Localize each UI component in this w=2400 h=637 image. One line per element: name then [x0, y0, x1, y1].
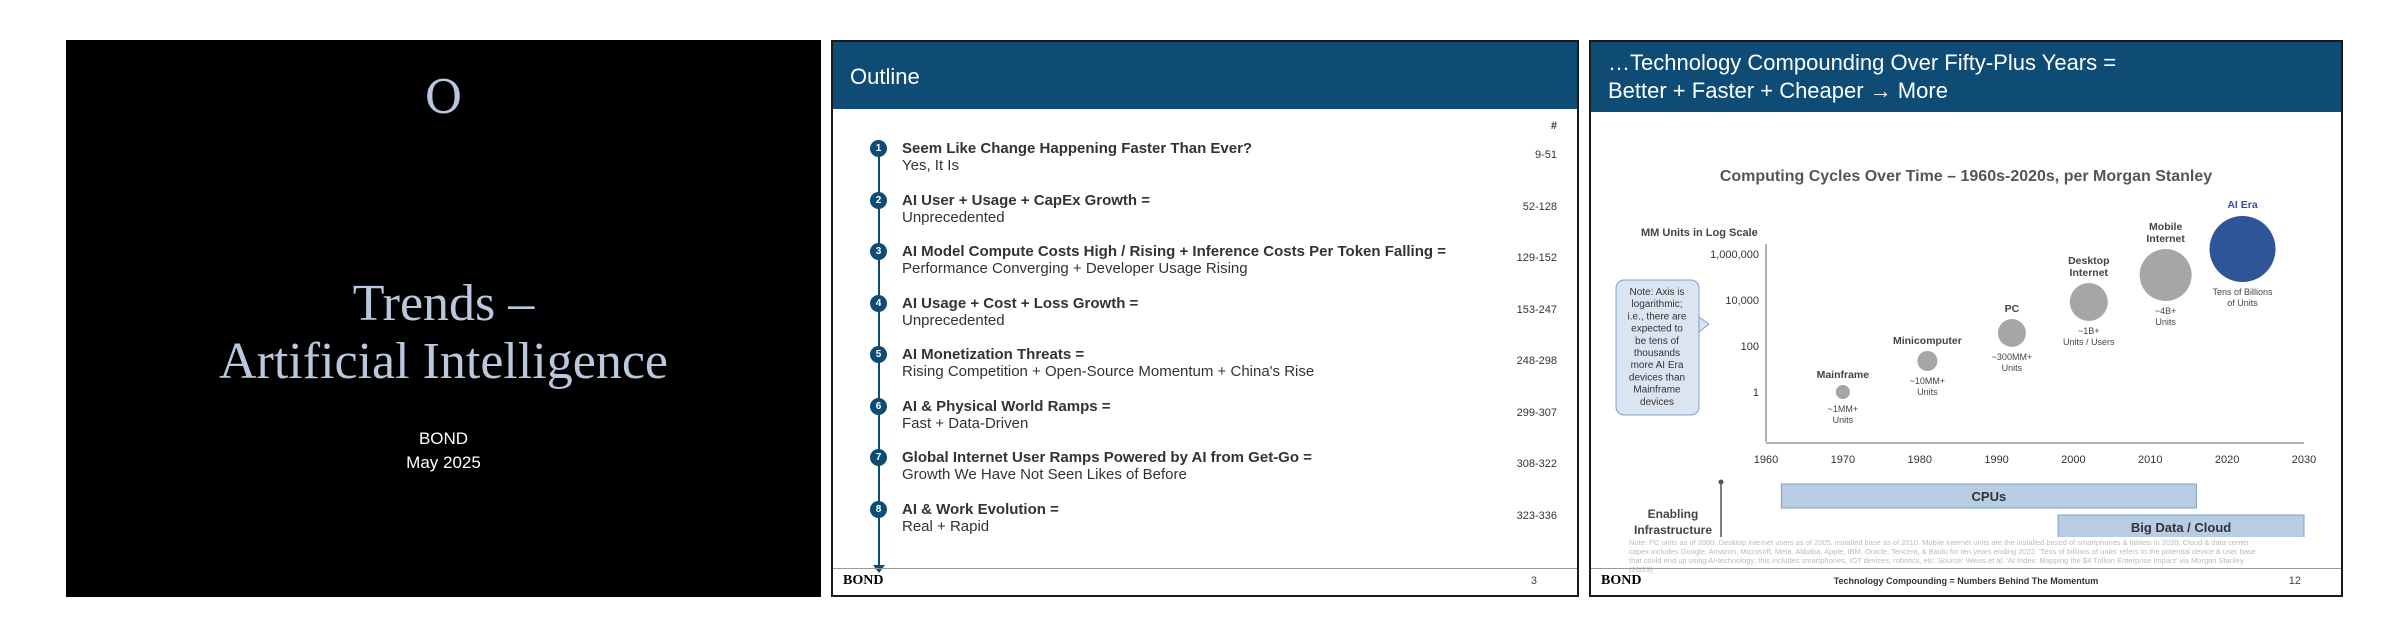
- x-tick-label: 2030: [2291, 454, 2317, 466]
- page-column-header: #: [1550, 120, 1557, 132]
- y-axis-label: MM Units in Log Scale: [1641, 227, 1758, 239]
- x-tick-label: 2000: [2061, 454, 2086, 466]
- axis-note-line: Mainframe: [1633, 384, 1681, 396]
- slide-date: May 2025: [406, 453, 481, 472]
- outline-item-subtitle: Fast + Data-Driven: [902, 414, 1029, 432]
- title-slide[interactable]: [66, 40, 821, 597]
- bubble-name-label: AI Era: [2227, 199, 2258, 211]
- footer-caption: Technology Compounding = Numbers Behind The Momentum: [1833, 576, 2099, 586]
- bubble-ai-era: [2210, 216, 2276, 282]
- outline-item-pages: 299-307: [1516, 406, 1557, 419]
- outline-number-badge: 3: [870, 243, 887, 260]
- outline-item: [833, 501, 1577, 549]
- outline-item-title: AI Usage + Cost + Loss Growth =: [902, 294, 1139, 312]
- outline-item-subtitle: Yes, It Is: [902, 157, 959, 174]
- bubble-units-label: Units / Users: [2063, 337, 2115, 347]
- outline-item: [833, 192, 1577, 240]
- axis-note-line: devices: [1640, 396, 1674, 408]
- slide-footer: [833, 568, 1577, 595]
- footer-brand: BOND: [1601, 573, 1642, 588]
- bubble-units-label: Units: [2155, 317, 2176, 327]
- axis-note-line: expected to: [1631, 323, 1683, 335]
- outline-item: [833, 346, 1577, 394]
- outline-item-title: AI User + Usage + CapEx Growth =: [902, 191, 1151, 209]
- axis-note-line: be tens of: [1635, 335, 1679, 347]
- outline-item-subtitle: Growth We Have Not Seen Likes of Before: [902, 466, 1187, 483]
- outline-item-subtitle: Rising Competition + Open-Source Momentum + China's Rise: [902, 363, 1315, 380]
- slide-footer: [1591, 568, 2341, 595]
- outline-number-badge: 5: [870, 346, 887, 363]
- header-line-2: Better + Faster + Cheaper → More: [1608, 78, 1948, 103]
- outline-number-badge: 7: [870, 449, 887, 466]
- y-tick-label: 1,000,000: [1710, 249, 1759, 261]
- outline-item-pages: 153-247: [1516, 303, 1557, 316]
- slide-header: [1591, 42, 2341, 112]
- y-tick-label: 1: [1752, 387, 1759, 399]
- infra-bar-label: Big Data / Cloud: [2130, 520, 2232, 535]
- footnote: Note: PC units as of 2000. Desktop internet users as of 2005, installed base as of 2010. Mobile internet units are the installed based of smartphones & tablets in 2020. Cloud & data center capex includes Google, Amazon, Microsoft, Meta, Alibaba, Apple, IBM, Oracle, Tencent, & Baidu for ten years ending 2022. 'Tens of billions of units' refers to the potential device & user base that could end up using AI-technology; this includes smartphones, IOT devices, robotics, etc. Source: Weiss et al. 'AI Index: Mapping the $4 Trillion Enterprise Impact' via Morgan Stanley (10/23): [1629, 538, 2256, 574]
- bubble-units-label: ~4B+: [2154, 306, 2177, 316]
- axis-note-line: devices than: [1628, 372, 1686, 384]
- bubble-name-label: Mainframe: [1816, 369, 1870, 381]
- x-tick-label: 2010: [2138, 454, 2163, 466]
- infra-bar-label: CPUs: [1971, 489, 2007, 504]
- outline-number-badge: 4: [870, 295, 887, 312]
- outline-item-pages: 308-322: [1516, 458, 1557, 470]
- infra-bracket-dot-top: [1719, 480, 1724, 485]
- title-line-2: Artificial Intelligence: [218, 333, 668, 390]
- bubble-name-label: Desktop: [2068, 255, 2110, 267]
- bubble-mobile-internet: [2140, 249, 2192, 301]
- outline-item-title: AI Monetization Threats =: [902, 346, 1085, 363]
- slide-header: [833, 42, 1577, 109]
- outline-item: [833, 243, 1577, 291]
- y-tick-label: 10,000: [1725, 295, 1759, 307]
- outline-item-title: Seem Like Change Happening Faster Than Ever?: [902, 140, 1253, 157]
- title-line-1: Trends –: [352, 275, 535, 332]
- bubble-minicomputer: [1917, 351, 1937, 371]
- outline-number-badge: 6: [870, 398, 887, 415]
- page-number: 3: [1530, 575, 1537, 587]
- bubble-name-label: Internet: [2069, 267, 2109, 279]
- bubble-desktop-internet: [2070, 283, 2108, 321]
- bubble-units-label: ~1B+: [2078, 326, 2100, 336]
- bubble-units-label: Tens of Billions: [2212, 287, 2273, 297]
- x-tick-label: 2020: [2214, 454, 2240, 466]
- bubble-name-label: PC: [2004, 303, 2020, 315]
- axis-note-line: more AI Era: [1630, 360, 1684, 372]
- outline-item: [833, 295, 1577, 343]
- bubble-units-label: ~300MM+: [1991, 352, 2033, 362]
- bubble-units-label: Units: [1832, 415, 1854, 425]
- enabling-infrastructure-label: Enabling: [1647, 507, 1699, 521]
- outline-item-subtitle: Performance Converging + Developer Usage Rising: [902, 260, 1248, 277]
- outline-number-badge: 1: [870, 140, 887, 157]
- outline-item-subtitle: Unprecedented: [902, 311, 1005, 329]
- outline-item: [833, 398, 1577, 446]
- bubble-name-label: Mobile: [2149, 221, 2183, 233]
- outline-item-subtitle: Real + Rapid: [902, 517, 990, 535]
- bubble-units-label: of Units: [2227, 298, 2258, 308]
- outline-item: [833, 449, 1577, 497]
- enabling-infrastructure-label: Infrastructure: [1633, 523, 1713, 537]
- bubble-units-label: ~1MM+: [1827, 404, 1859, 414]
- axis-note-line: Note: Axis is: [1629, 287, 1685, 298]
- page-number: 12: [2288, 575, 2301, 587]
- bubble-name-label: Internet: [2146, 233, 2185, 245]
- outline-item-pages: 323-336: [1516, 509, 1557, 522]
- x-tick-label: 1970: [1830, 454, 1856, 466]
- outline-item-subtitle: Unprecedented: [902, 208, 1005, 226]
- axis-note-line: logarithmic;: [1631, 299, 1683, 311]
- technology-compounding-slide[interactable]: [1589, 40, 2343, 597]
- outline-item: [833, 140, 1577, 188]
- x-tick-label: 1990: [1984, 454, 2009, 466]
- outline-item-title: AI & Physical World Ramps =: [902, 397, 1111, 415]
- callout-pointer-icon: [1699, 317, 1709, 332]
- outline-item-pages: 129-152: [1516, 252, 1557, 264]
- firm-name: BOND: [418, 429, 469, 448]
- outline-slide[interactable]: [831, 40, 1579, 597]
- x-tick-label: 1980: [1907, 454, 1932, 466]
- outline-item-pages: 9-51: [1534, 149, 1557, 161]
- bubble-units-label: Units: [1917, 387, 1938, 397]
- header-line-1: …Technology Compounding Over Fifty-Plus Years =: [1608, 50, 2117, 75]
- outline-number-badge: 2: [870, 192, 887, 209]
- bubble-units-label: ~10MM+: [1909, 376, 1946, 386]
- outline-item-title: AI Model Compute Costs High / Rising + Inference Costs Per Token Falling =: [902, 243, 1446, 260]
- outline-item-pages: 52-128: [1522, 200, 1557, 213]
- bubble-pc: [1998, 319, 2026, 347]
- footer-brand: BOND: [843, 573, 884, 588]
- bond-logo-mark: O: [424, 70, 463, 124]
- header-title: Outline: [850, 64, 920, 89]
- outline-item-title: AI & Work Evolution =: [902, 500, 1059, 518]
- bubble-name-label: Minicomputer: [1892, 335, 1962, 347]
- bubble-units-label: Units: [2001, 363, 2023, 373]
- slide-title: [66, 275, 821, 391]
- bubble-mainframe: [1836, 385, 1850, 399]
- outline-number-badge: 8: [870, 501, 887, 518]
- outline-item-title: Global Internet User Ramps Powered by AI from Get-Go =: [902, 449, 1312, 466]
- outline-item-pages: 248-298: [1516, 355, 1557, 367]
- y-tick-label: 100: [1740, 341, 1759, 353]
- axis-note-line: i.e., there are: [1627, 311, 1687, 323]
- axis-note-line: thousands: [1633, 348, 1681, 359]
- computing-cycles-chart: [1591, 112, 2341, 537]
- x-tick-label: 1960: [1753, 454, 1779, 466]
- chart-title: Computing Cycles Over Time – 1960s-2020s, per Morgan Stanley: [1719, 168, 2213, 185]
